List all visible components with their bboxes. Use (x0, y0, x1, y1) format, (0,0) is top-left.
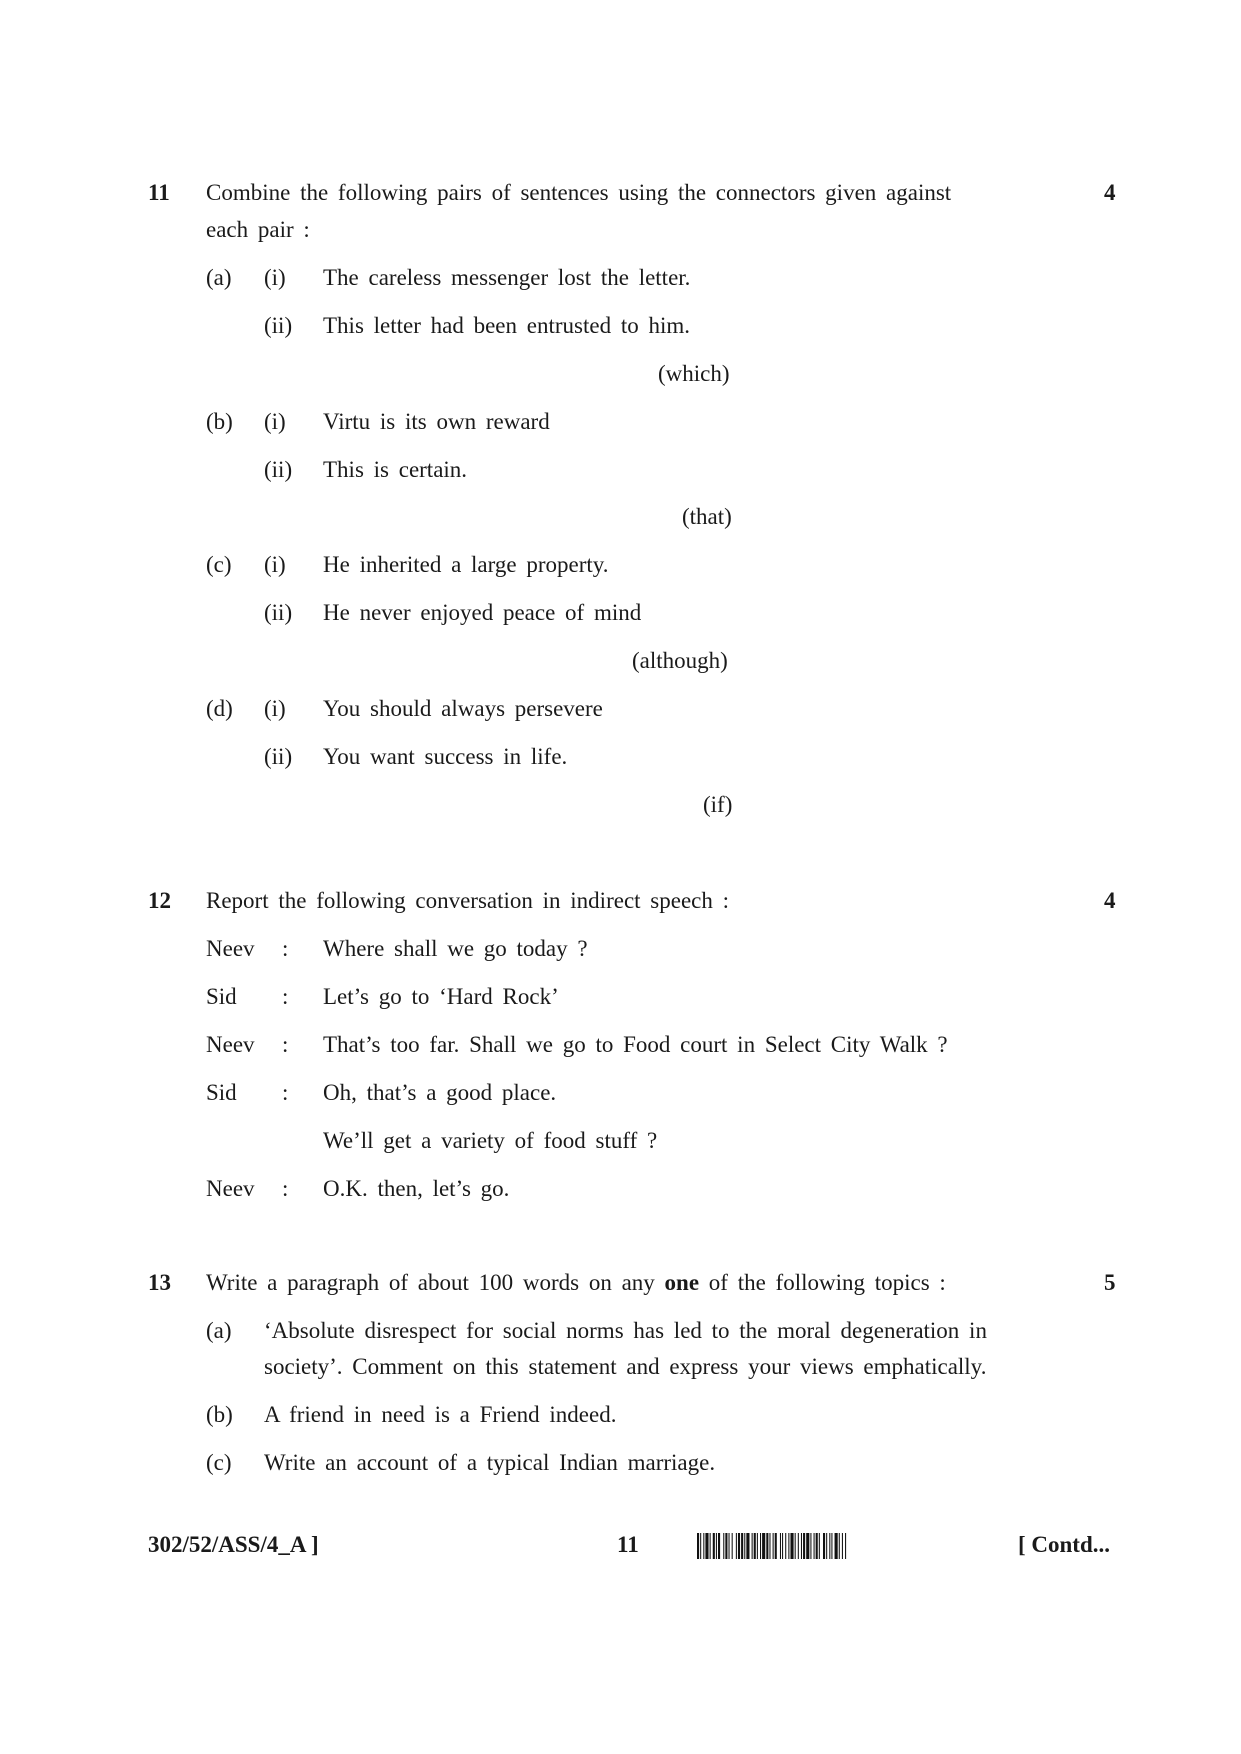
subitem-label: (i) (264, 552, 286, 577)
dialogue-line: O.K. then, let’s go. (323, 1176, 510, 1201)
option-text: ‘Absolute disrespect for social norms has led to the moral degeneration in (264, 1318, 987, 1343)
item-label: (b) (206, 409, 233, 434)
question-marks: 5 (1104, 1270, 1116, 1295)
option-label: (c) (206, 1450, 232, 1475)
dialogue-line: Oh, that’s a good place. (323, 1080, 557, 1105)
subitem-label: (ii) (264, 600, 293, 625)
speaker: Sid (206, 1080, 237, 1105)
speaker-colon: : (282, 1176, 289, 1201)
question-number: 11 (148, 180, 170, 205)
question-marks: 4 (1104, 888, 1116, 913)
option-text: Write an account of a typical Indian marriage. (264, 1450, 716, 1475)
dialogue-line: Where shall we go today ? (323, 936, 588, 961)
speaker-colon: : (282, 1080, 289, 1105)
speaker-colon: : (282, 1032, 289, 1057)
sentence: He inherited a large property. (323, 552, 609, 577)
option-label: (b) (206, 1402, 233, 1427)
sentence: He never enjoyed peace of mind (323, 600, 642, 625)
sentence: This is certain. (323, 457, 468, 482)
question-marks: 4 (1104, 180, 1116, 205)
subitem-label: (ii) (264, 457, 293, 482)
question-text: Write a paragraph of about 100 words on any one of the following topics : (206, 1270, 946, 1295)
sentence: The careless messenger lost the letter. (323, 265, 691, 290)
speaker-colon: : (282, 984, 289, 1009)
speaker: Neev (206, 1032, 255, 1057)
item-label: (c) (206, 552, 232, 577)
connector: (if) (703, 792, 733, 817)
sentence: You should always persevere (323, 696, 603, 721)
dialogue-line: We’ll get a variety of food stuff ? (323, 1128, 658, 1153)
connector: (that) (682, 504, 732, 529)
barcode-image (697, 1533, 999, 1559)
connector: (which) (658, 361, 730, 386)
dialogue-line: That’s too far. Shall we go to Food court in Select City Walk ? (323, 1032, 948, 1057)
question-text: each pair : (206, 217, 310, 242)
sentence: Virtu is its own reward (323, 409, 550, 434)
contd-label: [ Contd... (1018, 1532, 1111, 1557)
speaker-colon: : (282, 936, 289, 961)
item-label: (d) (206, 696, 233, 721)
connector: (although) (632, 648, 728, 673)
page-number: 11 (617, 1532, 639, 1557)
subitem-label: (i) (264, 265, 286, 290)
paper-code: 302/52/ASS/4_A ] (148, 1532, 319, 1557)
sentence: You want success in life. (323, 744, 568, 769)
option-label: (a) (206, 1318, 232, 1343)
speaker: Sid (206, 984, 237, 1009)
item-label: (a) (206, 265, 232, 290)
subitem-label: (ii) (264, 313, 293, 338)
question-number: 12 (148, 888, 171, 913)
speaker: Neev (206, 936, 255, 961)
subitem-label: (ii) (264, 744, 293, 769)
question-number: 13 (148, 1270, 171, 1295)
option-text: A friend in need is a Friend indeed. (264, 1402, 617, 1427)
question-text: Report the following conversation in indirect speech : (206, 888, 730, 913)
subitem-label: (i) (264, 696, 286, 721)
question-text: Combine the following pairs of sentences using the connectors given against (206, 180, 952, 205)
speaker: Neev (206, 1176, 255, 1201)
emphasis-word: one (664, 1270, 700, 1295)
option-text: society’. Comment on this statement and express your views emphatically. (264, 1354, 987, 1379)
sentence: This letter had been entrusted to him. (323, 313, 690, 338)
subitem-label: (i) (264, 409, 286, 434)
dialogue-line: Let’s go to ‘Hard Rock’ (323, 984, 559, 1009)
